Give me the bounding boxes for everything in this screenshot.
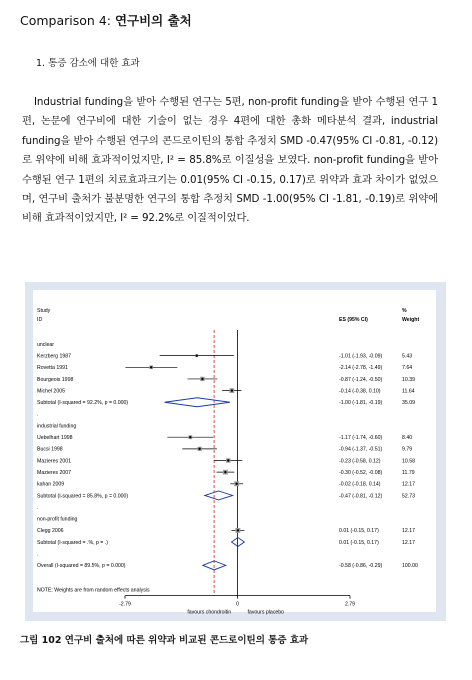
weight-text-12: 12.17 — [402, 481, 415, 488]
row-label-4: Michel 2005 — [37, 388, 65, 395]
point-4 — [231, 389, 233, 391]
weight-text-11: 11.79 — [402, 469, 415, 476]
row-label-10: Mazieres 2001 — [37, 458, 72, 465]
x-tick-label-0: -2.79 — [119, 601, 131, 608]
es-text-9: -0.94 (-1.37, -0.51) — [339, 446, 383, 453]
header-weight: Weight — [402, 317, 420, 323]
es-text-3: -0.87 (-1.24, -0.50) — [339, 376, 383, 383]
figure-panel — [25, 282, 446, 621]
es-text-12: -0.02 (-0.18, 0.14) — [339, 481, 381, 488]
point-16 — [237, 529, 239, 531]
es-text-2: -2.14 (-2.78, -1.49) — [339, 365, 383, 372]
point-2 — [150, 366, 152, 368]
weight-text-9: 9.79 — [402, 446, 413, 453]
row-label-9: Bucsi 1998 — [37, 446, 63, 453]
es-text-8: -1.17 (-1.74, -0.60) — [339, 435, 383, 441]
row-label-11: Mazieres 2007 — [37, 469, 72, 476]
weight-text-19: 100.00 — [402, 563, 418, 570]
subsection-heading: 1. 통증 감소에 대한 효과 — [36, 58, 140, 69]
body-paragraph: Industrial funding을 받아 수행된 연구는 5편, non-profit funding을 받아 수행된 연구 1편, 논문에 연구비에 대한 기술이 없는 경우 4편에 대한 총화 메타분석 결과, industrial funding을 받아 수행된 연구의 콘드로이틴의 통합 추정치 SMD -0.47(95% CI -0.81, -0.12)로 위약에 비해 효과적이었지만, I² = 85.8%로 이질성을 보였다. non-profit funding을 받아 수행된 연구 1편의 치료효과크기는 0.01(95% CI -0.15, 0.17)로 위약과 효과 차이가 없었으며, 연구비 출처가 불분명한 연구의 통합 추정치 SMD -1.00(95% CI -1.81, -0.19)로 위약에 비해 효과적이었지만, I² = 92.2%로 이질적이었다. — [22, 96, 438, 225]
row-label-13: Subtotal (I-squared = 85.8%, p = 0.000) — [37, 493, 129, 500]
es-text-1: -1.01 (-1.93, -0.09) — [339, 353, 383, 360]
weight-text-16: 12.17 — [402, 528, 415, 535]
es-text-16: 0.01 (-0.15, 0.17) — [339, 528, 379, 535]
es-text-10: -0.23 (-0.58, 0.12) — [339, 458, 381, 465]
row-label-6: . — [37, 411, 39, 418]
row-label-18: . — [37, 551, 39, 558]
es-text-4: -0.14 (-0.38, 0.10) — [339, 388, 381, 395]
section-heading — [20, 11, 192, 29]
es-text-17: 0.01 (-0.15, 0.17) — [339, 539, 379, 546]
point-9 — [198, 448, 200, 450]
row-label-8: Uebelhart 1998 — [37, 435, 73, 441]
weight-text-1: 5.43 — [402, 353, 413, 360]
weight-text-13: 52.73 — [402, 493, 415, 500]
weight-text-2: 7.64 — [402, 365, 413, 372]
diamond-17 — [231, 538, 244, 547]
forest-plot — [33, 290, 436, 616]
point-10 — [227, 459, 229, 461]
row-label-16: Clegg 2006 — [37, 528, 64, 535]
point-8 — [189, 436, 191, 438]
point-3 — [201, 378, 203, 380]
row-label-1: Kerzberg 1987 — [37, 353, 72, 360]
point-11 — [224, 471, 226, 473]
diamond-5 — [165, 398, 230, 407]
row-label-0: unclear — [37, 341, 55, 348]
x-tick-label-1: 0 — [236, 601, 239, 608]
es-text-19: -0.58 (-0.86, -0.29) — [339, 563, 383, 570]
weight-text-5: 35.09 — [402, 400, 415, 407]
header-study: Study — [37, 308, 51, 314]
point-1 — [196, 354, 198, 356]
weight-text-17: 12.17 — [402, 539, 415, 546]
row-label-17: Subtotal (I-squared = .%, p = .) — [37, 539, 108, 546]
weight-text-4: 11.64 — [402, 388, 415, 395]
section-heading-prefix: Comparison 4: — [20, 13, 115, 28]
row-label-19: Overall (I-squared = 89.5%, p = 0.000) — [37, 563, 126, 570]
x-label-left: favours chondroitin — [187, 609, 232, 616]
header-id: ID — [37, 317, 43, 323]
row-label-15: non-profit funding — [37, 516, 78, 523]
diamond-13 — [205, 491, 233, 500]
forest-plot-svg — [33, 290, 436, 616]
row-label-5: Subtotal (I-squared = 92.2%, p = 0.000) — [37, 400, 129, 407]
header-pct: % — [402, 308, 407, 314]
weight-text-3: 10.39 — [402, 376, 415, 383]
figure-caption: 그림 102 연구비 출처에 따른 위약과 비교된 콘드로이틴의 통증 효과 — [20, 635, 309, 646]
x-label-right: favours placebo — [247, 609, 285, 616]
weight-text-8: 8.40 — [402, 435, 413, 441]
es-text-5: -1.00 (-1.81, -0.19) — [339, 400, 383, 407]
point-12 — [235, 483, 237, 485]
footnote-text: NOTE: Weights are from random effects analysis — [37, 587, 150, 594]
row-label-7: industrial funding — [37, 423, 77, 430]
row-label-14: . — [37, 504, 39, 511]
es-text-11: -0.30 (-0.52, -0.08) — [339, 469, 383, 476]
row-label-2: Rovetta 1991 — [37, 365, 68, 372]
es-text-13: -0.47 (-0.81, -0.12) — [339, 493, 383, 500]
weight-text-10: 10.58 — [402, 458, 415, 465]
row-label-3: Bourgeois 1998 — [37, 376, 74, 383]
section-heading-title: 연구비의 출처 — [114, 13, 192, 28]
row-label-12: kahan 2009 — [37, 481, 65, 488]
header-es: ES (95% CI) — [339, 317, 368, 323]
x-tick-label-2: 2.79 — [344, 601, 356, 608]
